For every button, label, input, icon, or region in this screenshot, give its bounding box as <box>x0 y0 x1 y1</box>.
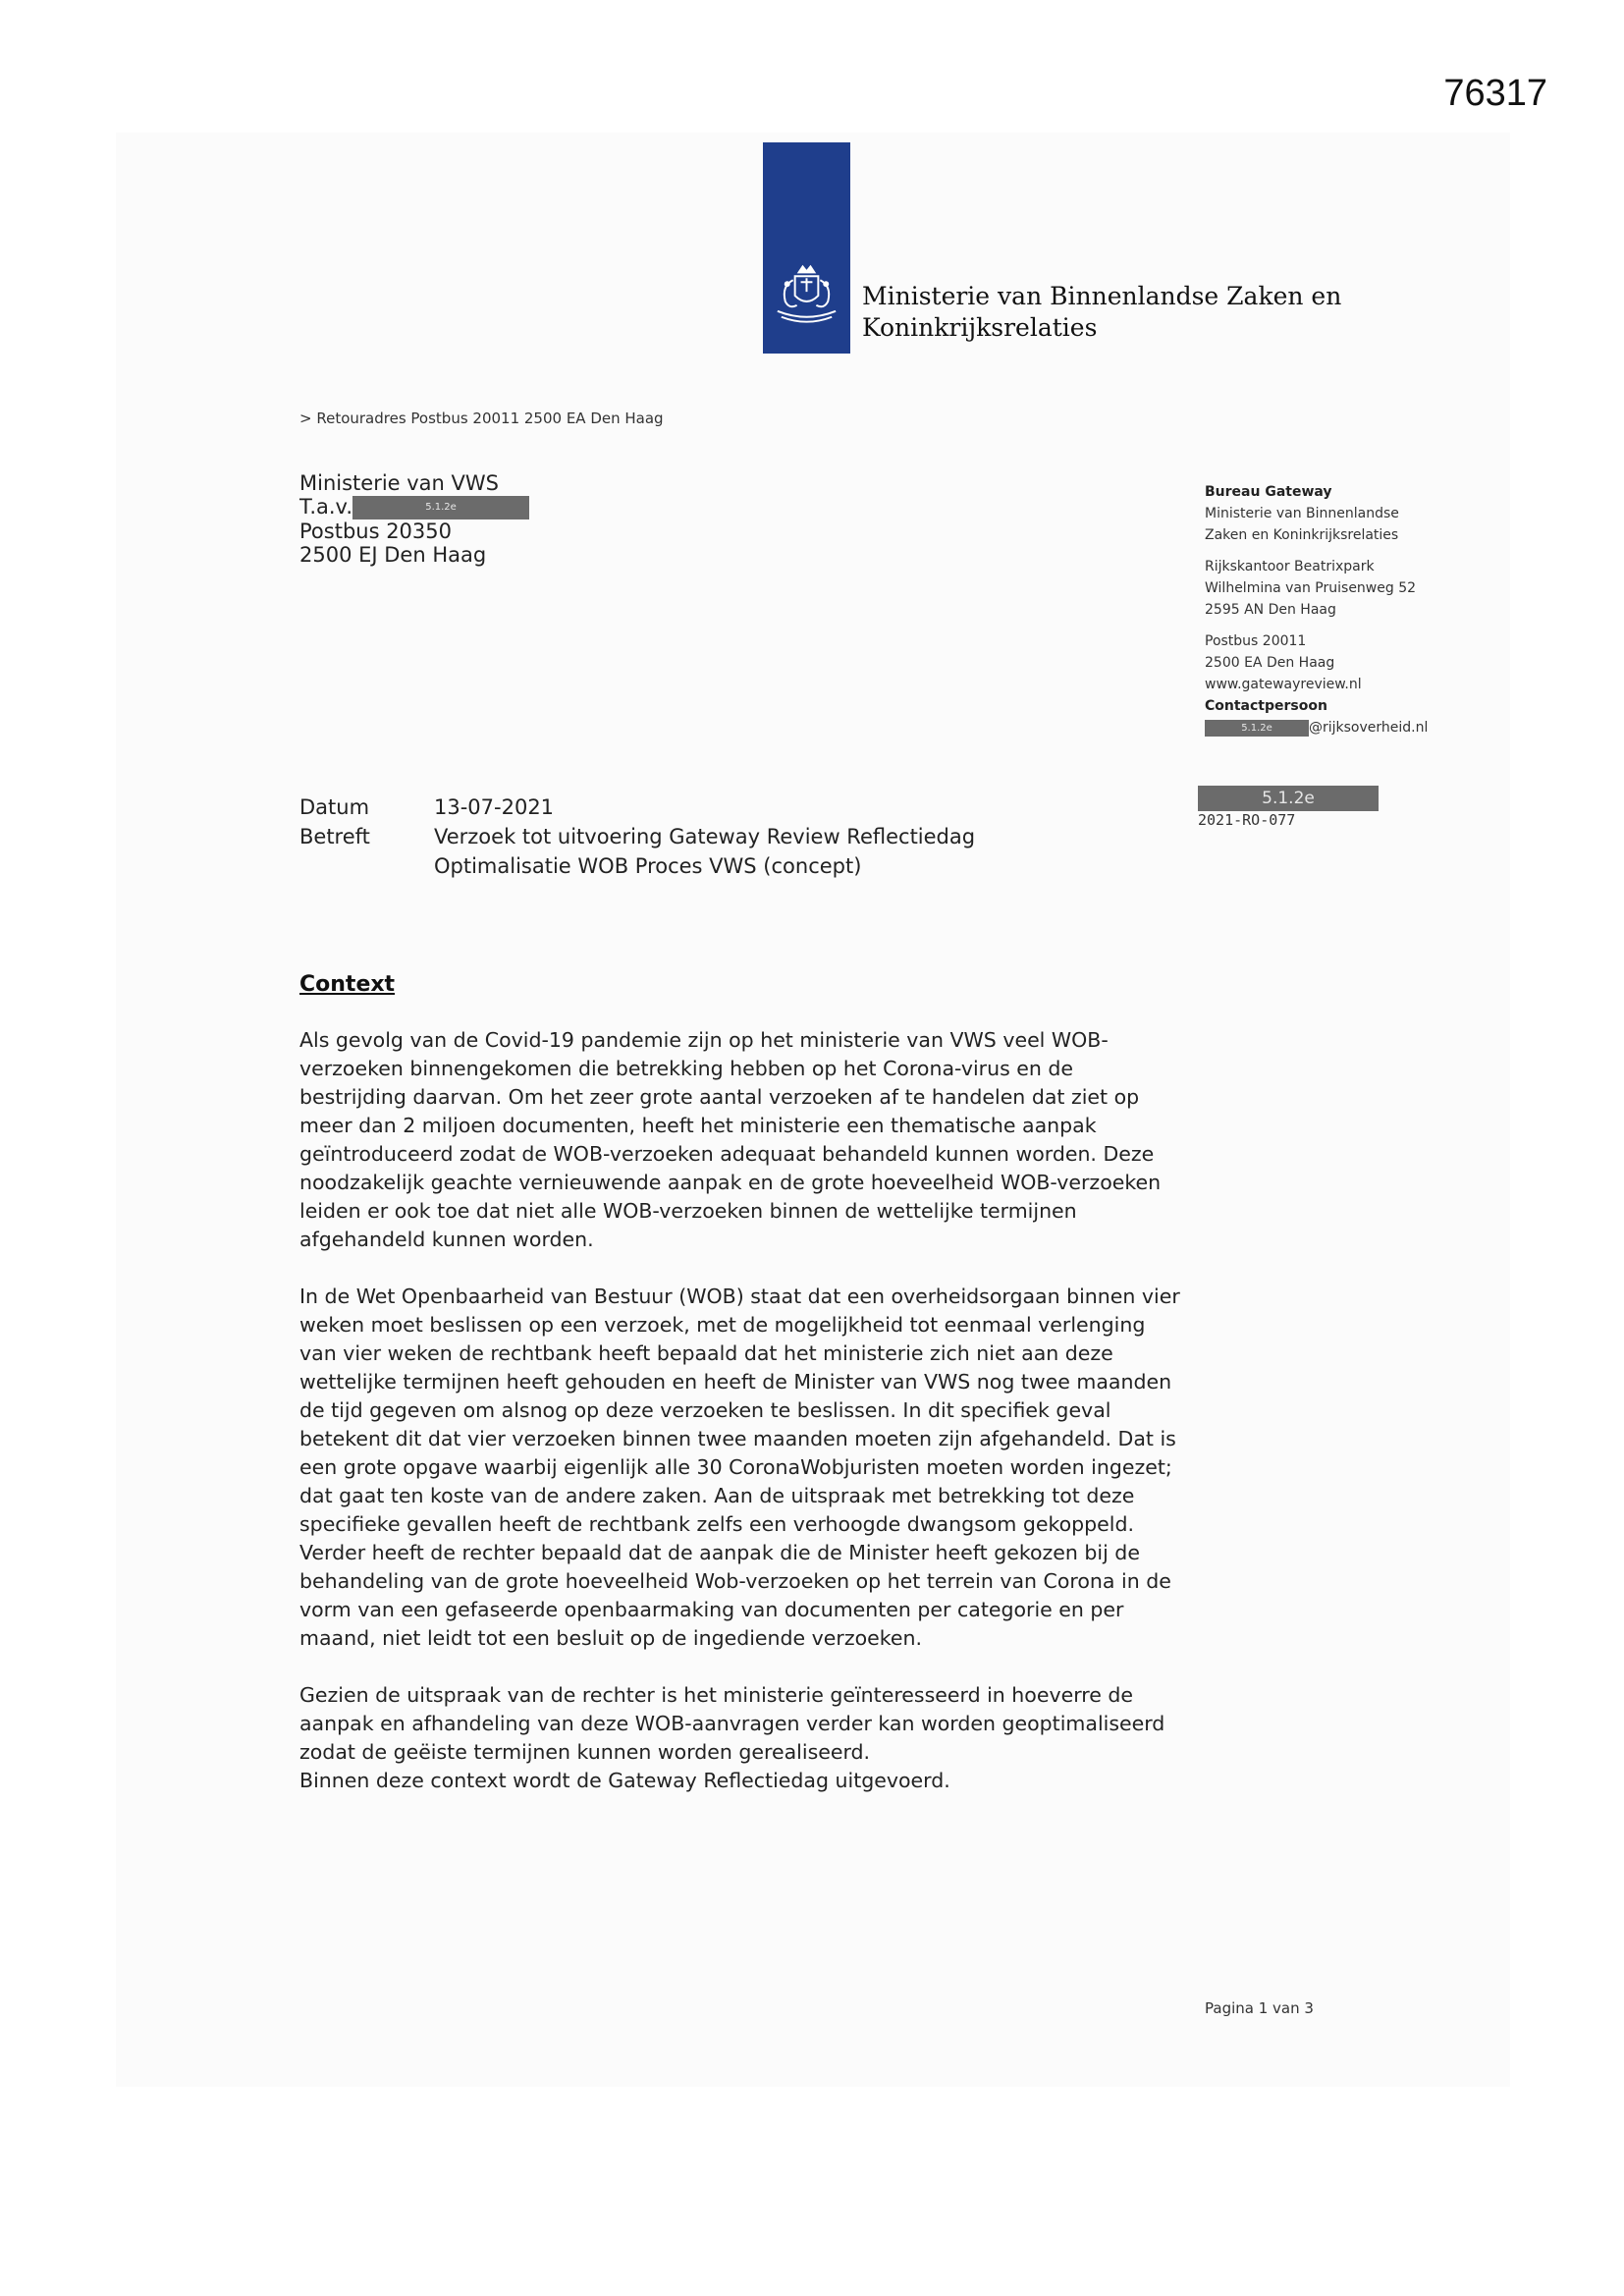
contact-email <box>1205 717 1470 738</box>
paragraph: Als gevolg van de Covid-19 pandemie zijn op het ministerie van VWS veel WOB-verzoeken binnengekomen die betrekking hebben op het Corona-virus en de bestrijding daarvan. Om het zeer grote aantal verzoeken af te handelen dat ziet op meer dan 2 miljoen documenten, heeft het ministerie een thematische aanpak geïntroduceerd zodat de WOB-verzoeken adequaat behandeld kunnen worden. Deze noodzakelijk geachte vernieuwende aanpak en de grote hoeveelheid WOB-verzoeken leiden er ook toe dat niet alle WOB-verzoeken binnen de wettelijke termijnen afgehandeld kunnen worden. <box>299 1028 1162 1251</box>
ministry-logo <box>763 142 850 354</box>
subject-row <box>299 822 1062 881</box>
sender-ministry-line1: Ministerie van Binnenlandse <box>1205 506 1399 521</box>
page-number: Pagina 1 van 3 <box>1205 1999 1314 2017</box>
return-address: > Retouradres Postbus 20011 2500 EA Den Haag <box>299 410 664 427</box>
paragraph <box>299 1681 1183 1795</box>
ministry-name <box>862 281 1341 344</box>
email-domain: @rijksoverheid.nl <box>1309 720 1429 736</box>
subject-label: Betreft <box>299 825 370 848</box>
subject-value <box>434 822 1062 881</box>
sender-website: www.gatewayreview.nl <box>1205 677 1362 692</box>
sender-street: Wilhelmina van Pruisenweg 52 <box>1205 580 1417 596</box>
sender-department: Bureau Gateway <box>1205 484 1332 500</box>
sender-office: Rijkskantoor Beatrixpark <box>1205 559 1375 574</box>
date-value: 13-07-2021 <box>434 795 555 819</box>
royal-crest-icon <box>768 262 845 333</box>
document-number: 76317 <box>1443 73 1547 114</box>
sender-details <box>1205 481 1470 738</box>
redaction-block: 5.1.2e <box>1205 720 1309 737</box>
ministry-name-line2: Koninkrijksrelaties <box>862 313 1098 342</box>
recipient-address <box>299 471 529 567</box>
redaction-block: 5.1.2e <box>1198 786 1379 811</box>
contact-label: Contactpersoon <box>1205 698 1327 714</box>
reference-number: 2021-RO-077 <box>1198 811 1296 829</box>
tav-label: T.a.v. <box>299 495 353 519</box>
redaction-block: 5.1.2e <box>352 496 529 519</box>
recipient-tav <box>299 495 529 519</box>
letter-meta <box>299 793 1062 881</box>
subject-line2: Optimalisatie WOB Proces VWS (concept) <box>434 854 862 878</box>
date-label: Datum <box>299 795 370 819</box>
sender-ministry-line2: Zaken en Koninkrijksrelaties <box>1205 527 1399 543</box>
reference-block <box>1198 786 1379 829</box>
paragraph-text: Gezien de uitspraak van de rechter is het ministerie geïnteresseerd in hoeverre de aanpak en afhandeling van deze WOB-aanvragen verder kan worden geoptimaliseerd zodat de geëiste termijnen kunnen worden gerealiseerd. <box>299 1683 1165 1764</box>
sender-city: 2595 AN Den Haag <box>1205 602 1336 618</box>
recipient-city: 2500 EJ Den Haag <box>299 543 487 567</box>
paragraph: In de Wet Openbaarheid van Bestuur (WOB) staat dat een overheidsorgaan binnen vier weken moet beslissen op een verzoek, met de mogelijkheid tot eenmaal verlenging van vier weken de rechtbank heeft bepaald dat het ministerie zich niet aan deze wettelijke termijnen heeft gehouden en heeft de Minister van VWS nog twee maanden de tijd gegeven om alsnog op deze verzoeken te beslissen. In dit specifiek geval betekent dit dat vier verzoeken binnen twee maanden moeten zijn afgehandeld. Dat is een grote opgave waarbij eigenlijk alle 30 CoronaWobjuristen moeten worden ingezet; dat gaat ten koste van de andere zaken. Aan de uitspraak met betrekking tot deze specifieke gevallen heeft de rechtbank zelfs een verhoogde dwangsom gekoppeld. Verder heeft de rechter bepaald dat de aanpak die de Minister heeft gekozen bij de behandeling van de grote hoeveelheid Wob-verzoeken op het terrein van Corona in de vorm van een gefaseerde openbaarmaking van documenten per categorie en per maand, niet leidt tot een besluit op de ingediende verzoeken. <box>299 1285 1180 1650</box>
sender-postbus-city: 2500 EA Den Haag <box>1205 655 1335 671</box>
sender-postbus: Postbus 20011 <box>1205 633 1307 649</box>
ministry-name-line1: Ministerie van Binnenlandse Zaken en <box>862 282 1342 310</box>
subject-line1: Verzoek tot uitvoering Gateway Review Reflectiedag <box>434 825 976 848</box>
letter-body <box>299 1026 1183 1795</box>
date-row <box>299 793 1062 822</box>
recipient-postbus: Postbus 20350 <box>299 519 452 543</box>
recipient-line1: Ministerie van VWS <box>299 471 499 495</box>
section-heading: Context <box>299 972 396 997</box>
paragraph-text: Binnen deze context wordt de Gateway Reflectiedag uitgevoerd. <box>299 1769 950 1792</box>
